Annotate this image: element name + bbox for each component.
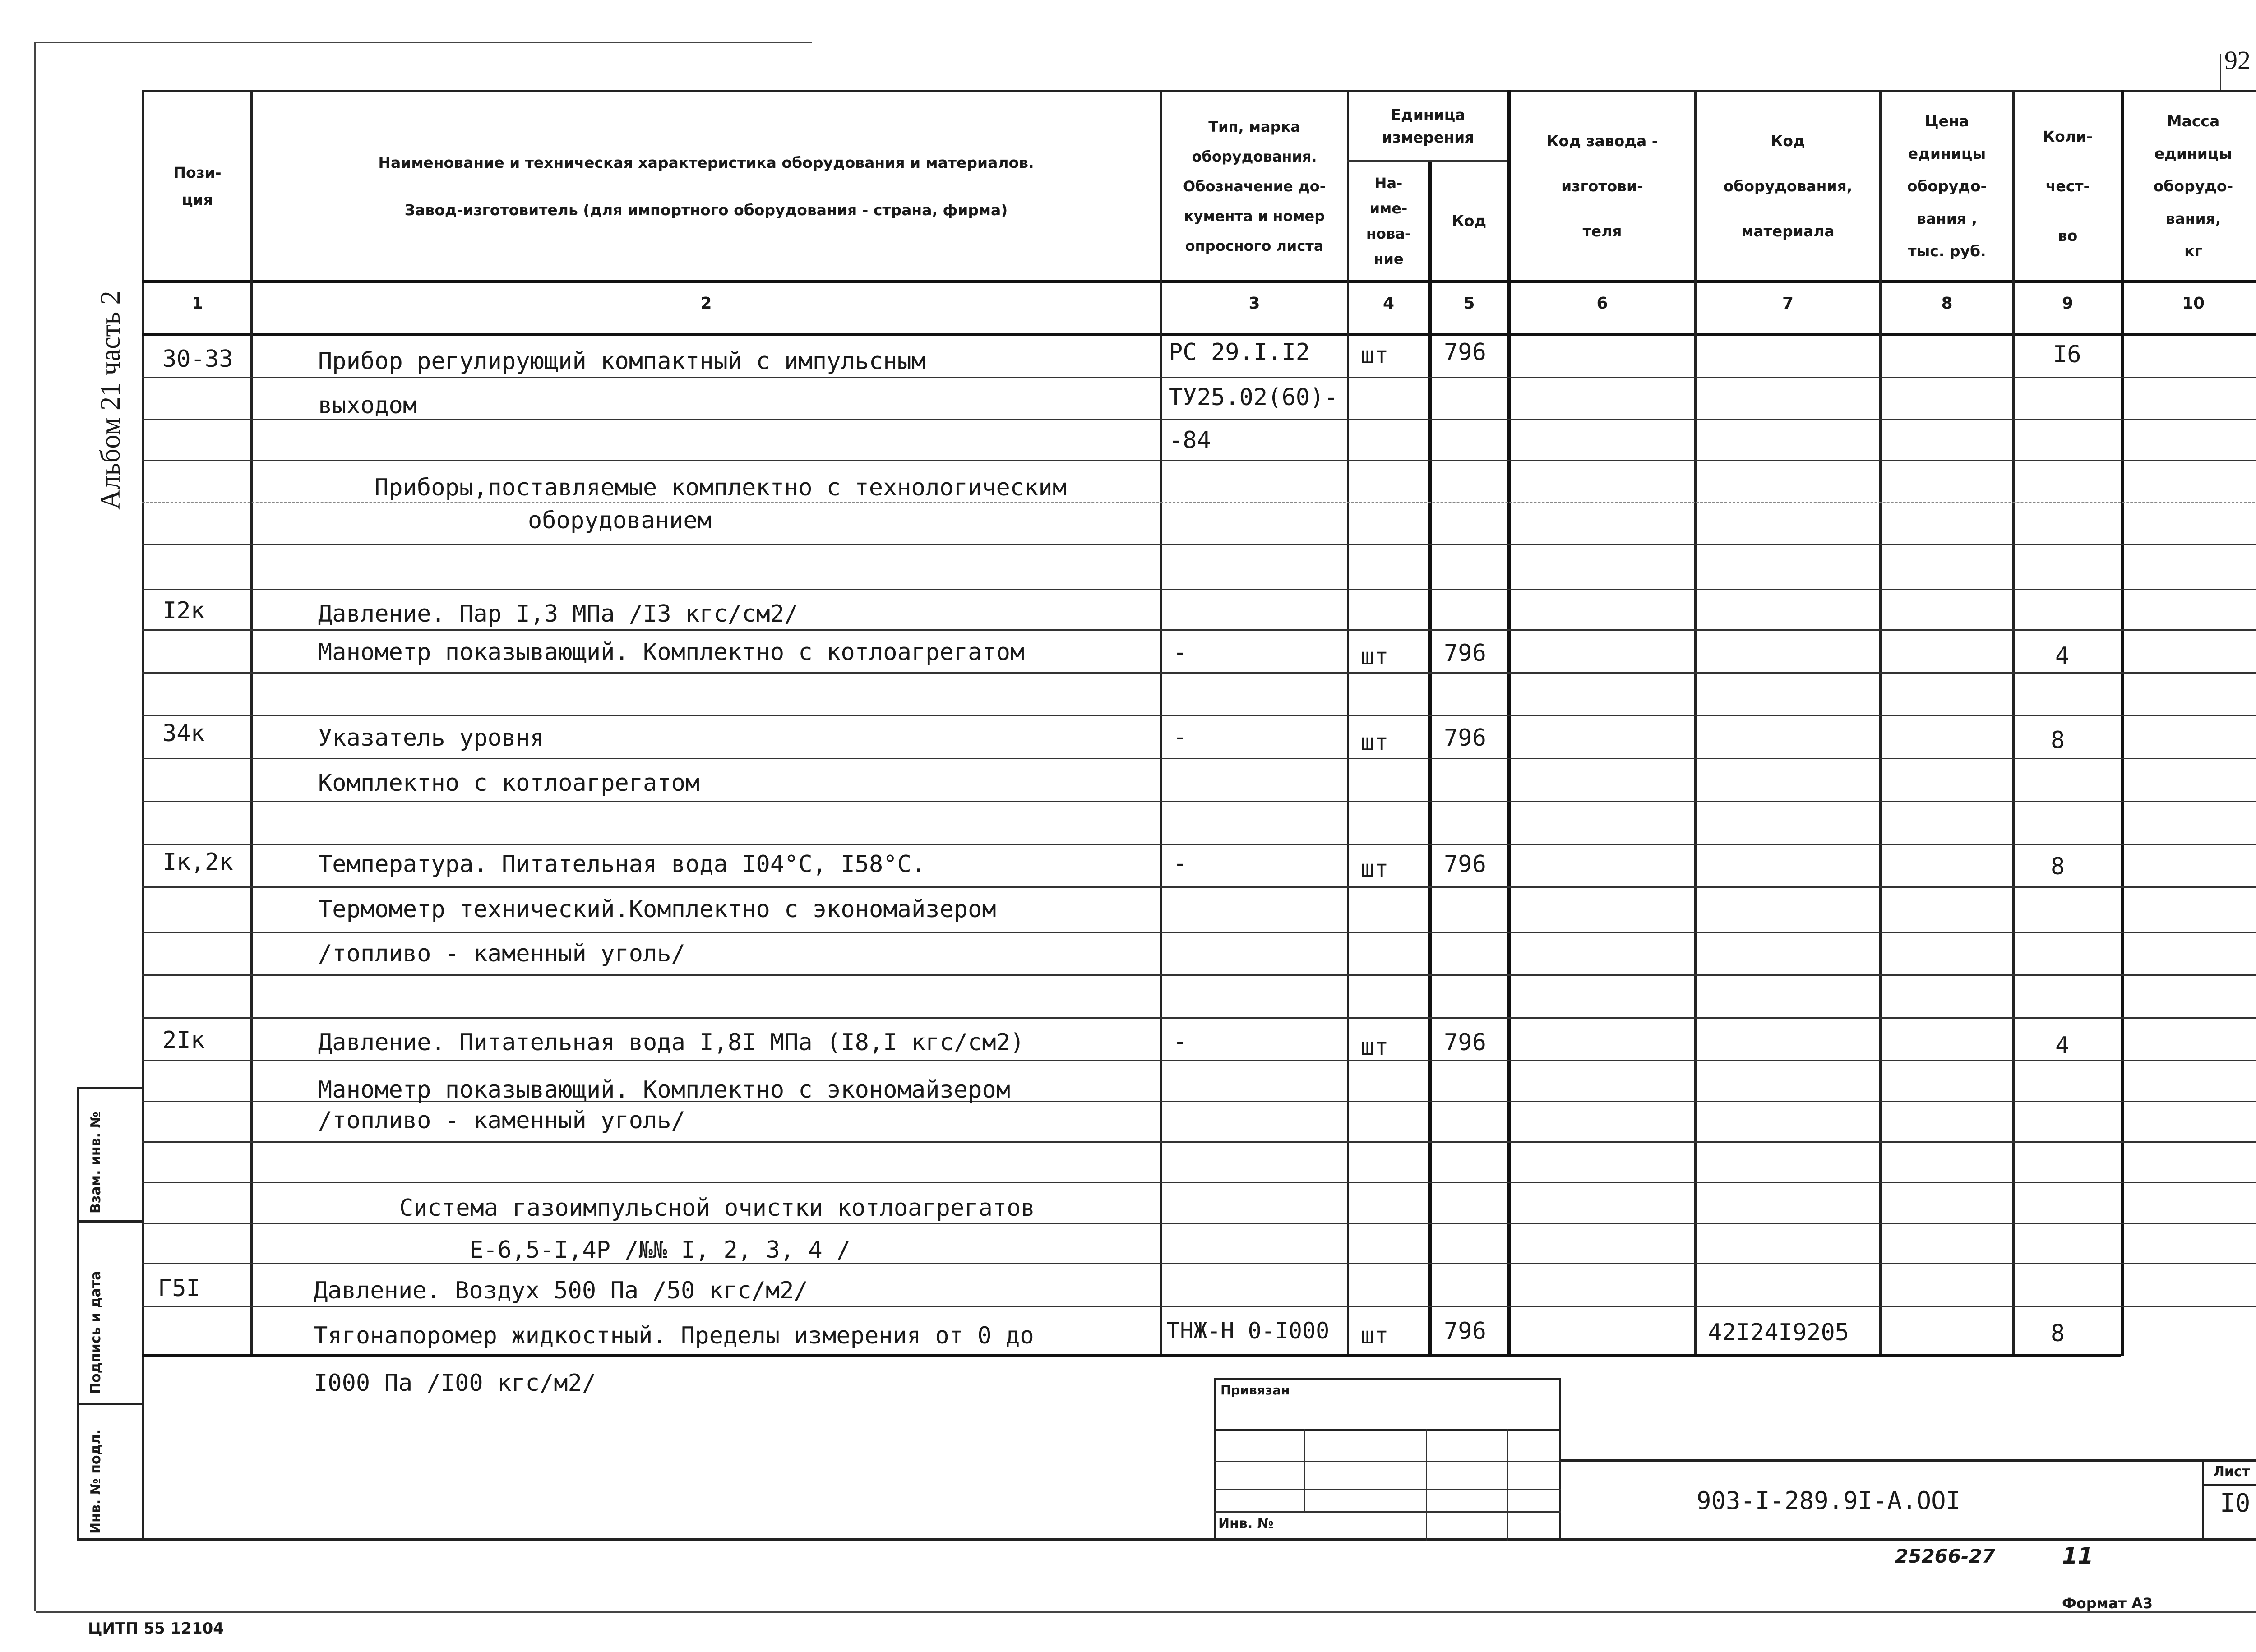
row-line xyxy=(142,589,2256,590)
section-heading: Система газоимпульсной очистки котлоагрегатов xyxy=(399,1195,1035,1222)
cell-equipment-code: 42I24I9205 xyxy=(1708,1319,1849,1346)
cell-name: Давление. Воздух 500 Па /50 кгс/м2/ xyxy=(314,1277,808,1304)
section-heading: оборудованием xyxy=(528,507,712,534)
stamp-line xyxy=(1214,1489,1561,1490)
row-line xyxy=(142,715,2256,716)
cell-unit: шт xyxy=(1360,1322,1389,1349)
row-line xyxy=(142,801,2256,802)
col-number: 3 xyxy=(1248,294,1260,313)
header-unit-group: Единица измерения xyxy=(1382,106,1475,146)
cell-type: - xyxy=(1173,850,1188,877)
row-line xyxy=(142,1060,2256,1061)
inv-no-label: Инв. № xyxy=(1218,1516,1274,1532)
row-line xyxy=(142,886,2256,888)
col-number: 2 xyxy=(700,294,712,313)
cell-quantity: 8 xyxy=(2051,853,2065,880)
row-line xyxy=(142,544,2256,545)
row-line xyxy=(142,758,2256,759)
cell-type: - xyxy=(1173,639,1188,666)
album-side-label: Альбом 21 часть 2 xyxy=(95,291,126,510)
header-unit-name: На- име- нова- ние xyxy=(1366,175,1411,268)
cell-position: Iк,2к xyxy=(162,849,233,876)
top-edge-line xyxy=(36,42,812,43)
stamp-line xyxy=(1214,1461,1561,1462)
cell-name: Термометр технический.Комплектно с экономайзером xyxy=(318,896,996,923)
row-line xyxy=(142,1263,2256,1264)
row-line xyxy=(142,1182,2256,1183)
col-line xyxy=(2121,90,2124,1356)
header-name: Наименование и техническая характеристика оборудования и материалов. Завод-изготовитель (для импортного оборудования - страна, фирма) xyxy=(378,153,1034,219)
cell-unit: шт xyxy=(1360,855,1389,882)
row-line xyxy=(142,377,2256,378)
cell-name: Давление. Пар I,3 МПа /I3 кгс/см2/ xyxy=(318,600,799,628)
corner-tick xyxy=(2220,54,2221,90)
footer-left: ЦИТП 55 12104 xyxy=(88,1620,224,1638)
cell-name: Тягонапоромер жидкостный. Пределы измерения от 0 до xyxy=(314,1322,1034,1349)
cell-name: Манометр показывающий. Комплектно с экономайзером xyxy=(318,1076,1011,1103)
cell-code: 796 xyxy=(1444,851,1486,878)
unit-split-line xyxy=(1347,160,1507,162)
col-number: 10 xyxy=(2182,294,2205,313)
footer-format: Формат А3 xyxy=(2062,1595,2153,1612)
stamp-line xyxy=(1214,1511,1561,1513)
sheet-number: I0 xyxy=(2220,1489,2251,1518)
archive-number: 25266-27 xyxy=(1895,1545,1995,1567)
cell-name: выходом xyxy=(318,392,417,419)
stamp-line xyxy=(1214,1429,1561,1431)
row-line xyxy=(142,1306,2256,1307)
section-heading: Приборы,поставляемые комплектно с технологическим xyxy=(374,474,1067,501)
cell-code: 796 xyxy=(1444,1318,1486,1345)
cell-position: 2Iк xyxy=(162,1027,205,1054)
cell-position: Г5I xyxy=(158,1275,200,1302)
cell-quantity: 8 xyxy=(2051,727,2065,754)
col-line xyxy=(250,90,253,1356)
row-line xyxy=(142,932,2256,933)
margin-stamp-box xyxy=(77,1087,144,1541)
stamp-podpis: Подпись и дата xyxy=(88,1271,104,1394)
cell-type: ТУ25.02(60)- xyxy=(1169,384,1338,411)
stamp-inv: Инв. № подл. xyxy=(88,1429,104,1534)
cell-name: /топливо - каменный уголь/ xyxy=(318,940,685,967)
sheet-label: Лист xyxy=(2213,1464,2250,1480)
cell-unit: шт xyxy=(1360,643,1389,670)
row-line xyxy=(142,974,2256,976)
cell-name: Прибор регулирующий компактный с импульсным xyxy=(318,348,926,375)
cell-quantity: I6 xyxy=(2053,341,2081,368)
stamp-col xyxy=(1304,1429,1305,1511)
cell-type: -84 xyxy=(1169,427,1211,454)
col-line xyxy=(1694,90,1697,1356)
col-line xyxy=(1507,90,1511,1356)
continuation-text: I000 Па /I00 кгс/м2/ xyxy=(314,1370,596,1397)
cell-code: 796 xyxy=(1444,640,1486,667)
stamp-col xyxy=(1426,1429,1427,1541)
col-line xyxy=(2012,90,2015,1356)
margin-divider xyxy=(77,1403,144,1405)
privyazan-label: Привязан xyxy=(1220,1383,1290,1398)
corner-page-number: 92 xyxy=(2224,46,2251,75)
page-number: 11 xyxy=(2062,1543,2094,1569)
cell-unit: шт xyxy=(1360,342,1389,369)
col-number: 1 xyxy=(191,294,203,313)
cell-unit: шт xyxy=(1360,1034,1389,1061)
title-block-line xyxy=(1561,1459,2256,1462)
cell-quantity: 4 xyxy=(2055,1032,2070,1059)
cell-position: 30-33 xyxy=(162,346,233,373)
cell-name: Температура. Питательная вода I04°C, I58°C. xyxy=(318,851,926,878)
stamp-col xyxy=(1507,1429,1508,1541)
cell-position: 34к xyxy=(162,720,205,747)
section-heading: Е-6,5-I,4Р /№№ I, 2, 3, 4 / xyxy=(469,1237,851,1264)
header-position: Пози- ция xyxy=(173,163,222,208)
row-line xyxy=(142,502,2256,503)
cell-name: Указатель уровня xyxy=(318,724,544,752)
cell-code: 796 xyxy=(1444,1029,1486,1056)
header-factory-code: Код завода - изготови- теля xyxy=(1546,132,1658,240)
left-edge-line xyxy=(34,42,36,1611)
header-mass: Масса единицы оборудо- вания, кг xyxy=(2153,112,2233,260)
row-line xyxy=(142,1017,2256,1019)
cell-code: 796 xyxy=(1444,339,1486,366)
header-equipment-code: Код оборудования, материала xyxy=(1723,132,1853,240)
row-line xyxy=(142,1141,2256,1143)
cell-name: /топливо - каменный уголь/ xyxy=(318,1107,685,1134)
row-line xyxy=(142,629,2256,631)
row-line xyxy=(142,844,2256,845)
numbers-bottom-line xyxy=(142,333,2256,336)
header-price: Цена единицы оборудо- вания , тыс. руб. xyxy=(1907,112,1987,260)
header-bottom-line xyxy=(142,280,2256,283)
col-line xyxy=(1879,90,1882,1356)
header-quantity: Коли- чест- во xyxy=(2043,127,2093,245)
col-number: 5 xyxy=(1463,294,1475,313)
cell-name: Манометр показывающий. Комплектно с котлоагрегатом xyxy=(318,639,1025,666)
cell-quantity: 4 xyxy=(2055,642,2070,669)
cell-quantity: 8 xyxy=(2051,1320,2065,1347)
col-line xyxy=(1347,90,1349,1356)
table-bottom-line xyxy=(142,1354,2121,1357)
cell-type: - xyxy=(1173,1028,1188,1055)
row-line xyxy=(142,460,2256,461)
col-number: 6 xyxy=(1596,294,1608,313)
col-number: 9 xyxy=(2062,294,2074,313)
document-code: 903-I-289.9I-A.OOI xyxy=(1697,1486,1961,1515)
margin-divider xyxy=(77,1220,144,1223)
cell-code: 796 xyxy=(1444,724,1486,752)
bottom-edge-line xyxy=(36,1611,2256,1613)
header-unit-code: Код xyxy=(1452,212,1487,230)
cell-type: - xyxy=(1173,724,1188,751)
cell-name: Давление. Питательная вода I,8I МПа (I8,I кгс/см2) xyxy=(318,1029,1025,1056)
row-line xyxy=(142,672,2256,674)
stamp-vzam: Взам. инв. № xyxy=(88,1112,104,1214)
col-number: 4 xyxy=(1382,294,1395,313)
cell-type: ТНЖ-Н 0-I000 xyxy=(1166,1318,1330,1344)
cell-name: Комплектно с котлоагрегатом xyxy=(318,770,700,797)
cell-type: РС 29.I.I2 xyxy=(1169,339,1310,366)
cell-unit: шт xyxy=(1360,729,1389,756)
cell-position: I2к xyxy=(162,597,205,624)
col-number: 7 xyxy=(1782,294,1794,313)
row-line xyxy=(142,419,2256,420)
col-number: 8 xyxy=(1941,294,1953,313)
sheet-line xyxy=(2202,1484,2256,1486)
col-line xyxy=(1160,90,1162,1356)
header-type: Тип, марка оборудования. Обозначение до- кумента и номер опросного листа xyxy=(1183,118,1326,254)
row-line xyxy=(142,1223,2256,1224)
